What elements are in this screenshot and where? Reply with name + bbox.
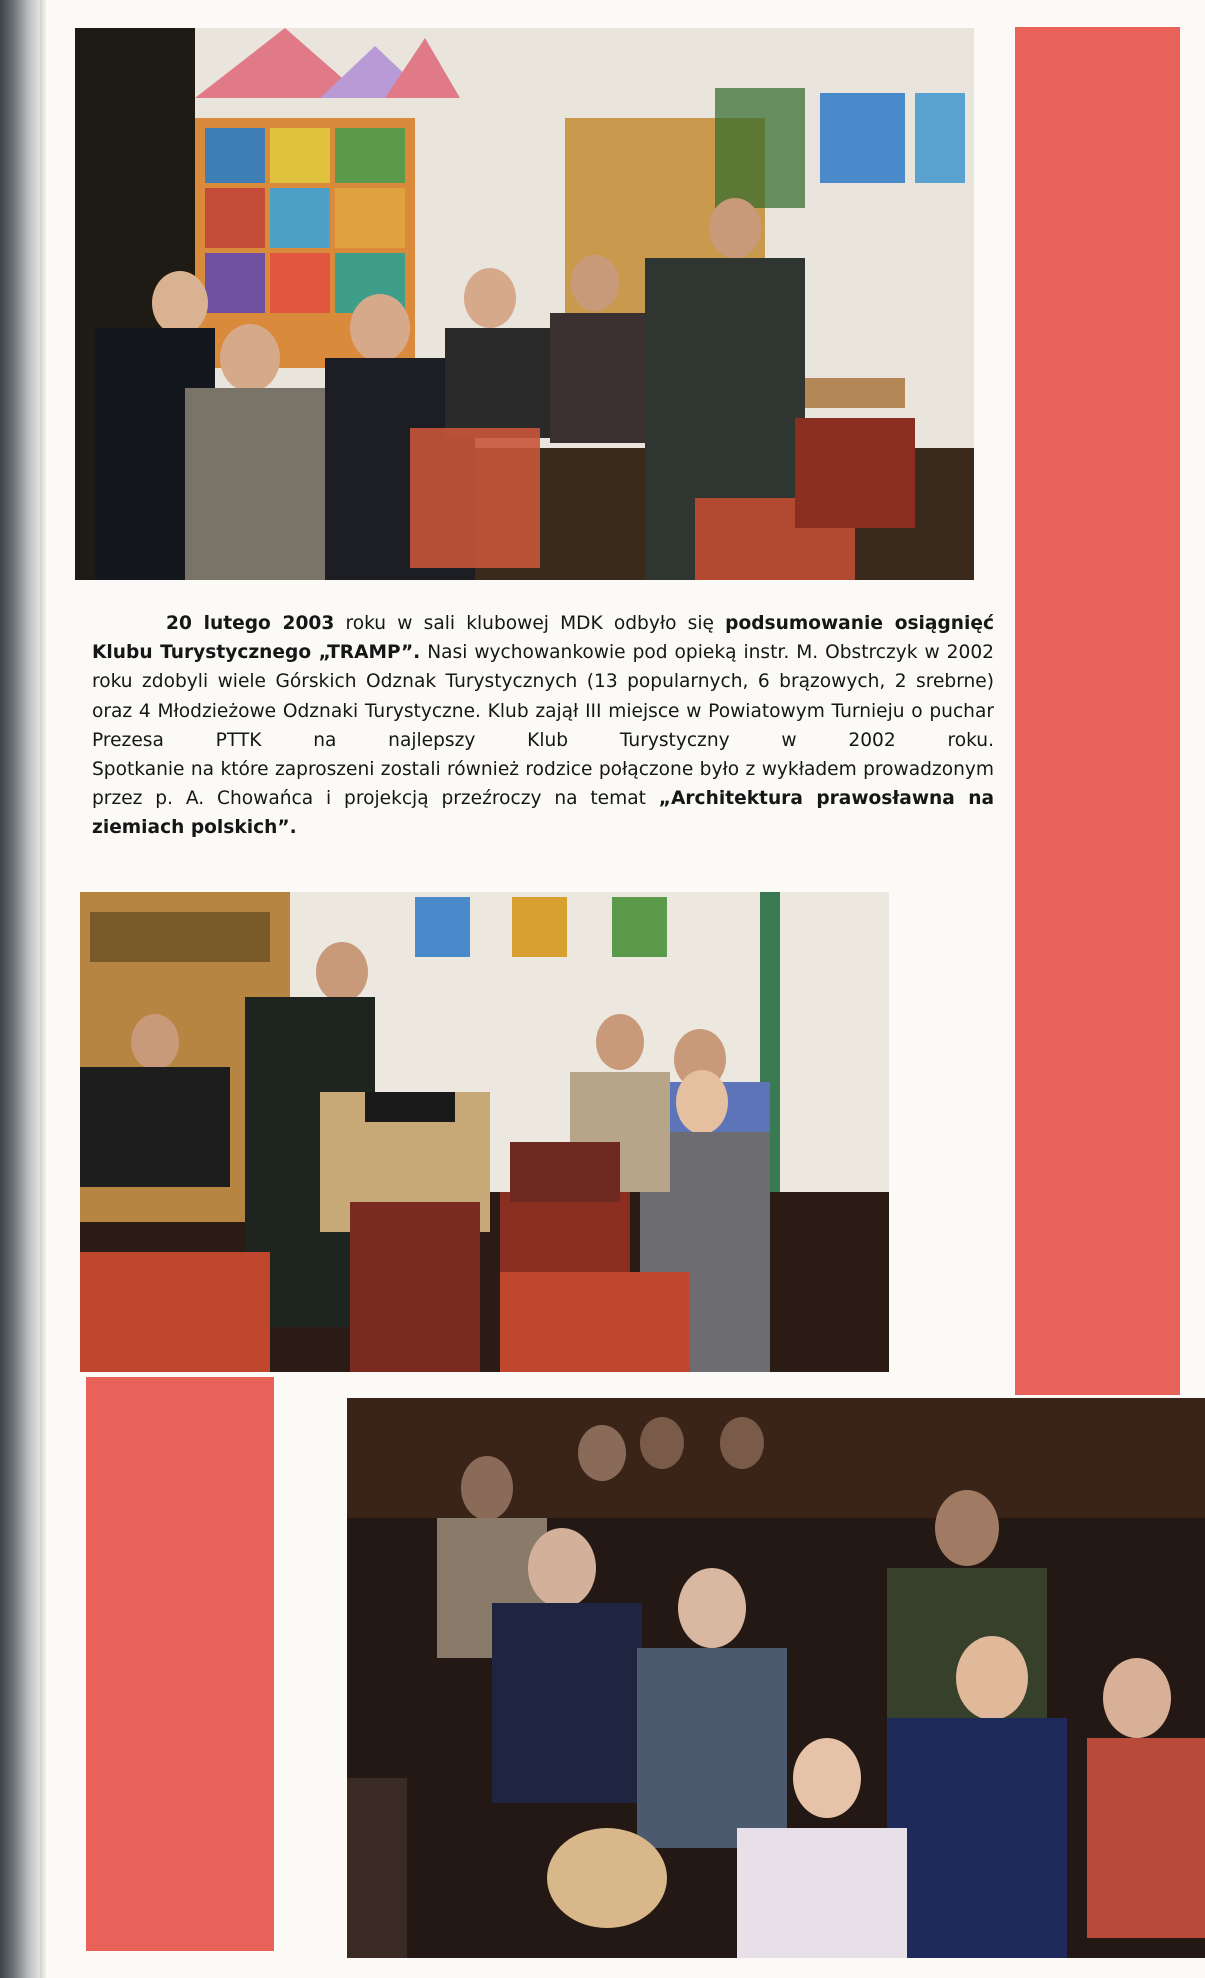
- caption-lecture-title: „Architektura prawosławna na ziemiach polskich”.: [92, 788, 994, 839]
- caption-event-title: podsumowanie osiągnięć Klubu Turystycznego „TRAMP”.: [92, 613, 995, 664]
- red-decor-block-left: [86, 1377, 274, 1951]
- caption-date: 20 lutego 2003: [166, 613, 335, 634]
- caption-text-1a: roku w sali klubowej MDK odbyło się: [334, 613, 726, 634]
- red-decor-stripe-right: [1015, 27, 1180, 1395]
- photograph-icon: [75, 28, 974, 580]
- photograph-icon: [80, 892, 889, 1372]
- photo-presenter-at-projector: [80, 892, 889, 1372]
- photograph-icon: [347, 1398, 1205, 1958]
- caption-text: [92, 609, 994, 843]
- caption-text-1b: Nasi wychowankowie pod opieką instr. M. Obstrczyk w 2002 roku zdobyli wiele Górskich Odznak Turystycznych (13 popularnych, 6 brązowych, 2 srebrne) oraz 4 Młodzieżowe Odznaki Turystyczne. Klub zajął III miejsce w Powiatowym Turnieju o puchar Prezesa PTTK na najlepszy Klub Turystyczny w 2002 roku.: [92, 642, 994, 751]
- photo-audience-seated: [347, 1398, 1205, 1958]
- photo-club-room-projector: [75, 28, 974, 580]
- caption-text-2a: Spotkanie na które zaproszeni zostali również rodzice połączone było z wykładem prowadzonym przez p. A. Chowańca i projekcją przeźroczy na temat: [92, 759, 994, 810]
- album-binding: [0, 0, 40, 1978]
- caption-paragraph-2: [92, 755, 994, 843]
- caption-paragraph-1: [92, 609, 994, 755]
- page-edge: [40, 0, 46, 1978]
